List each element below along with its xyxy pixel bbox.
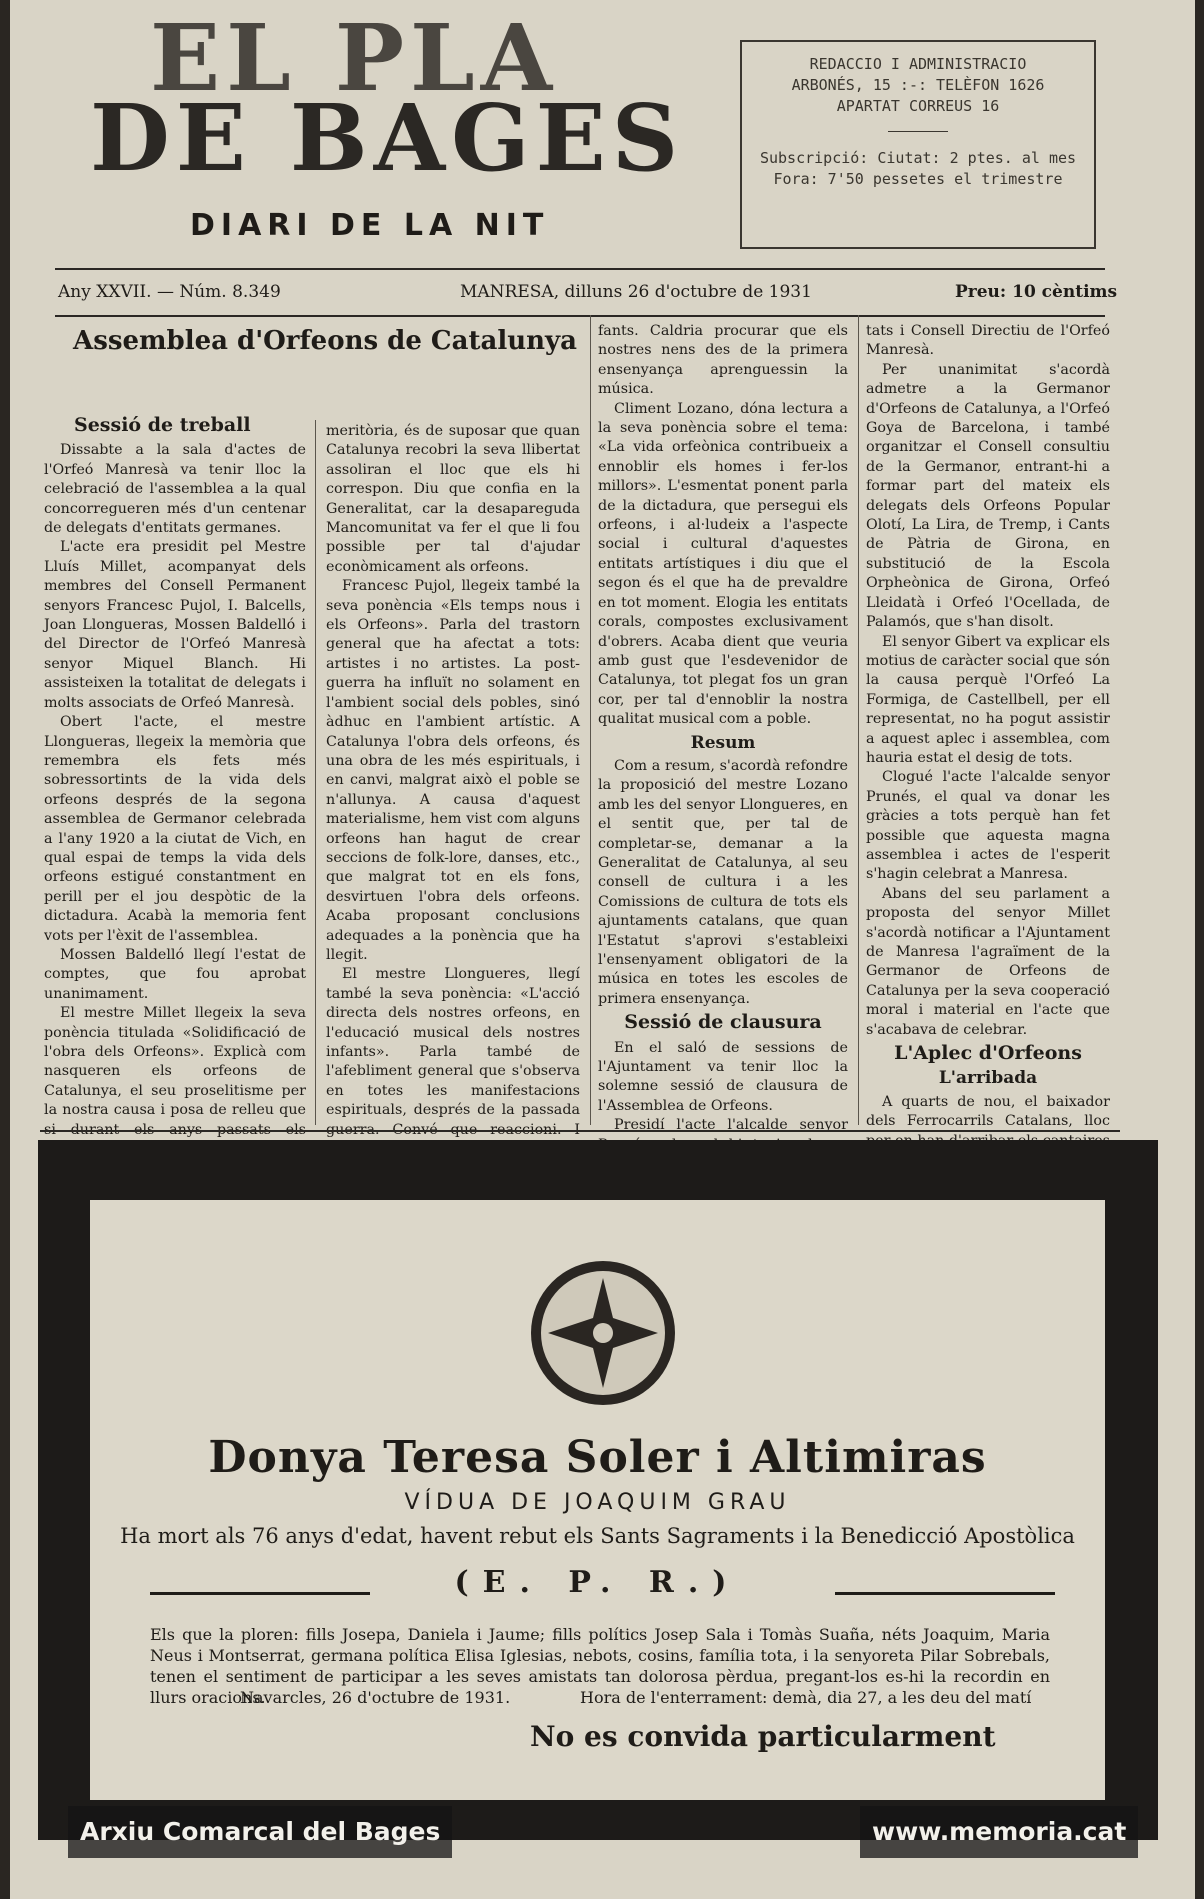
epr-text: (E. P. R.): [454, 1565, 741, 1600]
paragraph: A quarts de nou, el baixador dels Ferrocarrils Catalans, lloc: [866, 1093, 1110, 1130]
column-1: [44, 412, 306, 1179]
paragraph: Com a resum, s'acordà refondre la proposició del mestre Lozano amb les del senyor Llongueres, en el sentit que, per tal de completar-se, demanar a la Generalitat de Catalunya, al seu consell de cultura i a les Comissions de cultura de tots els ajuntaments catalans, que quan l'Estatut s'aprovi s'estableixi l'ensenyament obligatori de la música en totes les escoles de primera ensenyança.: [598, 757, 848, 1007]
section-resum: Resum: [690, 732, 756, 753]
paragraph: Climent Lozano, dóna lectura a la seva ponència sobre el tema: «La vida orfeònica contribueix a ennoblir els homes i fer-los millors». L'esmentat ponent parla de la dictadura, que persegui els orfeons, i al·ludeix a l'aspecte social i cultural d'aquestes entitats artístiques i diu que el segon és el que ha de prevaldre en tot moment. Elogia les entitats corals, compostes exclusivament d'obrers. Acaba dient que veuria amb gust que l'esdevenidor de Catalunya, tot plegat fos un gran cor, per tal d'ennoblir la nostra qualitat musical com a poble.: [598, 400, 848, 728]
issue-price: Preu: 10 cèntims: [955, 282, 1118, 302]
paragraph: Francesc Pujol, llegeix també la seva ponència «Els temps nous i els Orfeons». Parla del trastorn general que ha afectat a tots: artistes i no artistes. La post-guerra ha influït no solament en l'ambient social dels pobles, sinó àdhuc en l'ambient artístic. A Catalunya l'obra dels orfeons, és una obra de les més espirituals, i en canvi, malgrat això el poble se n'allunya. A causa d'aquest materialisme, hem vist com alguns orfeons han hagut de crear seccions de folk-lore, danses, etc., que malgrat tot en els fons, desvirtuen l'obra dels orfeons. Acaba proposant conclusions adequades a la ponència que ha llegit.: [326, 578, 580, 963]
widow-of: VÍDUA DE JOAQUIM GRAU: [404, 1490, 791, 1515]
admin-line-4: Subscripció: Ciutat: 2 ptes. al mes: [759, 149, 1077, 167]
paragraph: tats i Consell Directiu de l'Orfeó Manresà.: [866, 323, 1110, 359]
paragraph: El senyor Gibert va explicar els motius de caràcter social que són la causa perquè l'Orfeó La Formiga, de Castellbell, per ell representat, no ha pogut assistir a aquest aplec i assemblea, com hauria estat el desig de tots.: [866, 633, 1110, 766]
issue-date: MANRESA, dilluns 26 d'octubre de 1931: [460, 282, 812, 302]
paragraph: En el saló de sessions de l'Ajuntament va tenir lloc la solemne sessió de clausura de l'Assemblea de Orfeons.: [598, 1039, 848, 1114]
headline-text: Assemblea d'Orfeons de Catalunya: [73, 326, 577, 356]
info-rule: [55, 315, 1105, 317]
masthead-title: [90, 4, 730, 192]
column-4: [866, 322, 1110, 1209]
notice-body: Els que la ploren: fills Josepa, Daniela i Jaume; fills polítics Josep Sala i Tomàs Suaña, néts Joaquim, Maria Neus i Montserrat, germana política Elisa Iglesias, nebots, cosins, família tota, i la senyoreta Pilar Sobrebals, tenen el sentiment de participar a les seves amistats tan dolorosa pèrdua, pregant-los es-hi la recordin en llurs oracions.: [150, 1625, 1050, 1707]
paragraph: meritòria, és de suposar que quan Catalunya recobri la seva llibertat assoliran el lloc que els hi correspon. Diu que confia en la Generalitat, car la desapareguda Mancomunitat va fer el que li fou possible per tal d'ajudar econòmicament als orfeons.: [326, 423, 580, 575]
section-aplec: L'Aplec d'Orfeons: [894, 1042, 1082, 1065]
death-line: Ha mort als 76 anys d'edat, havent rebut els Sants Sagraments i la Benedicció Apostòlica: [120, 1524, 1075, 1548]
burial-time: Hora de l'enterrament: demà, dia 27, a les deu del matí: [580, 1688, 1032, 1707]
column-divider: [858, 315, 859, 1125]
notice-final: No es convida particularment: [530, 1720, 996, 1753]
archive-credit: Arxiu Comarcal del Bages: [68, 1806, 452, 1858]
paragraph: Dissabte a la sala d'actes de l'Orfeó Manresà va tenir lloc la celebració de l'assemblea a la qual concorregueren més d'un centenar de delegats d'entitats germanes.: [44, 442, 306, 537]
paragraph: L'acte era presidit pel Mestre Lluís Millet, acompanyat dels membres del Consell Permanent senyors Francesc Pujol, I. Balcells, Joan Llongueras, Mossen Baldelló i del Director de l'Orfeó Manresà senyor Miquel Blanch. Hi assisteixen la totalitat de delegats i molts associats de Orfeó Manresà.: [44, 539, 306, 711]
admin-line-5: Fora: 7'50 pessetes el trimestre: [773, 170, 1063, 188]
epr-rule-right: [835, 1592, 1055, 1595]
masthead-subtitle: DIARI DE LA NIT: [190, 208, 550, 243]
paragraph: Per unanimitat s'acordà admetre a la Germanor d'Orfeons de Catalunya, a l'Orfeó Goya de Barcelona, i també organitzar el Consell consultiu de la Germanor, entrant-hi a formar part del mateix els delegats dels Orfeons Popular Olotí, La Lira, de Tremp, i Cants de Pàtria de Girona, en substitució de la Escola Orpheònica de Girona, Orfeó Lleidatà i Orfeó l'Ocellada, de Palamós, que s'han disolt.: [866, 361, 1110, 631]
title-line-1: EL PLA: [150, 4, 559, 112]
column-2: [326, 422, 580, 1198]
column-3: [598, 322, 848, 1213]
admin-line-2: ARBONÉS, 15 :-: TELÈFON 1626: [791, 76, 1045, 94]
admin-line-1: REDACCIO I ADMINISTRACIO: [809, 55, 1027, 73]
paragraph: Abans del seu parlament a proposta del senyor Millet s'acordà notificar a l'Ajuntament de Manresa l'agraïment de la Germanor de Orfeons de Catalunya per la seva cooperació moral i material en l'acte que s'acabava de celebrar.: [866, 885, 1110, 1038]
section-sessio-treball: Sessió de treball: [74, 414, 251, 436]
article-headline: [50, 325, 600, 365]
section-sessio-clausura: Sessió de clausura: [624, 1011, 822, 1034]
deceased-name: Donya Teresa Soler i Altimiras: [208, 1432, 987, 1483]
paragraph: Presidí l'acte l'alcalde senyor: [614, 1117, 848, 1134]
paragraph: El mestre Llongueres, llegí també la seva ponència: «L'acció directa dels nostres orfeons, en l'educació musical dels nostres infants». Parla també de l'afebliment general que s'observa en totes les manifestacions espirituals, després de la passada guerra. Convé que reaccioni. I: [326, 966, 580, 1138]
paragraph: El mestre Millet llegeix la seva ponència titulada «Solidificació de l'obra dels Orfeons». Explicà com nasqueren els orfeons de Catalunya, el seu proselitisme per la nostra causa i posa de relleu que si durant els anys passats els: [44, 1005, 306, 1138]
paragraph: Mossen Baldelló llegí l'estat de comptes, que fou aprobat unanimament.: [44, 946, 306, 1002]
section-arribada: L'arribada: [938, 1068, 1038, 1089]
top-rule: [55, 268, 1105, 270]
admin-line-3: APARTAT CORREUS 16: [836, 97, 1000, 115]
paragraph: Obert l'acte, el mestre Llongueras, llegeix la memòria que remembra els fets més sobressortints de la vida dels orfeons després de la segona assemblea de Germanor celebrada a l'any 1920 a la ciutat de Vich, en qual espai de temps la vida dels orfeons estigué constantment en perill per el jou despòtic de la dictadura. Acabà la memoria fent vots per l'èxit de l'assemblea.: [44, 714, 306, 944]
newspaper-page: [10, 0, 1195, 1899]
ad-top-rule: [40, 1130, 1120, 1132]
paragraph: fants. Caldria procurar que els nostres nens des de la primera ensenyança aprenguessin la música.: [598, 323, 848, 398]
archive-url[interactable]: www.memoria.cat: [860, 1806, 1138, 1858]
paragraph: Clogué l'acte l'alcalde senyor Prunés, el qual va donar les gràcies a tots perquè han fet possible que aquesta magna assemblea i actes de l'esperit s'hagin celebrat a Manresa.: [866, 769, 1110, 883]
admin-box: [740, 40, 1096, 249]
issue-number: Any XXVII. — Núm. 8.349: [58, 282, 281, 302]
title-line-2: DE BAGES: [90, 84, 685, 192]
notice-place: Navarcles, 26 d'octubre de 1931.: [240, 1688, 511, 1707]
cross-emblem-icon: [528, 1258, 678, 1408]
admin-separator: [888, 131, 948, 138]
column-divider: [315, 420, 316, 1125]
column-divider: [590, 315, 591, 1125]
